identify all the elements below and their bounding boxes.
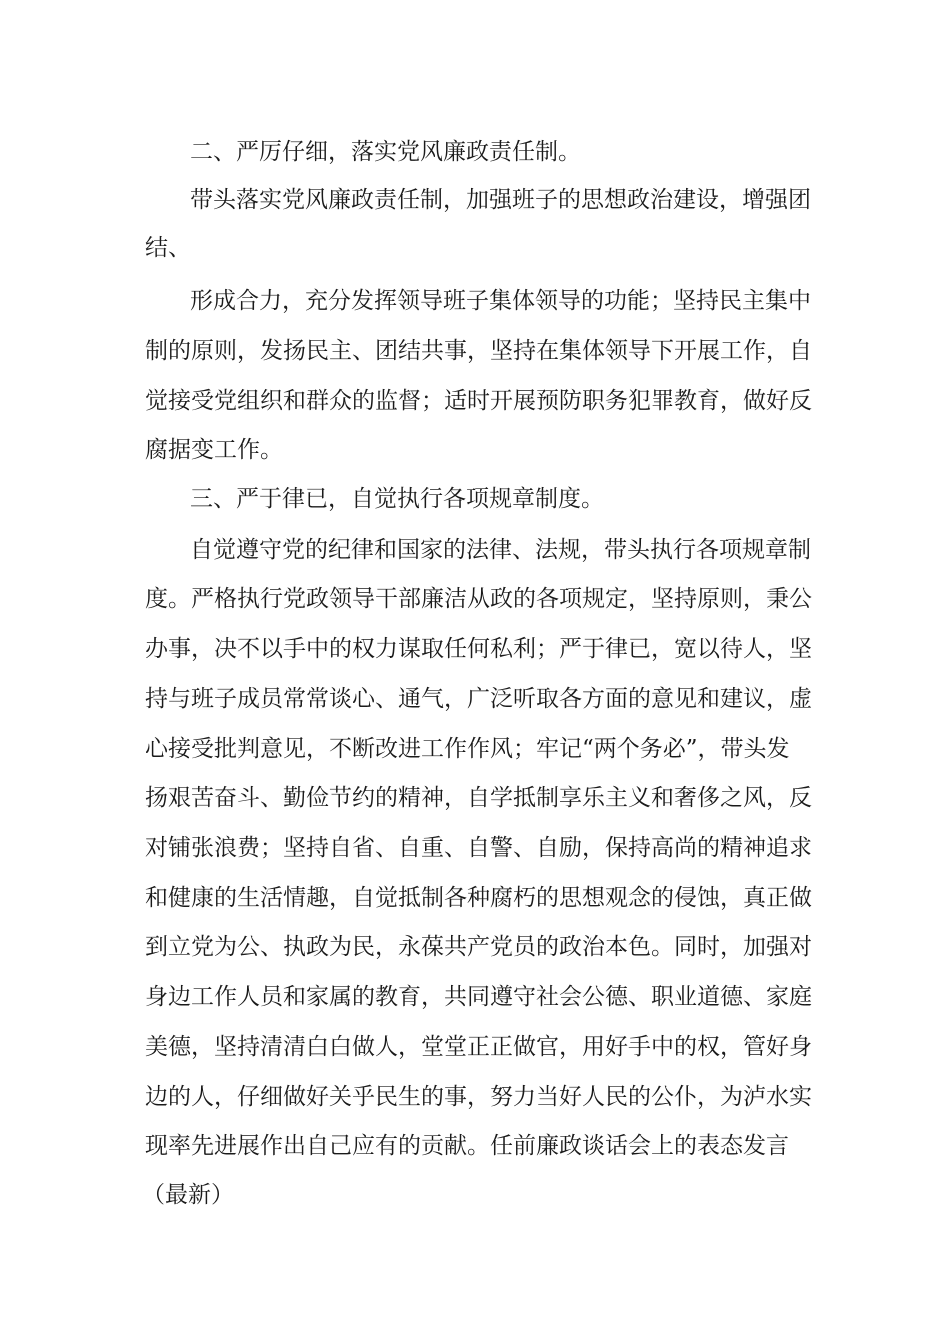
paragraph-line: 心接受批判意见，不断改进工作作风；牢记“两个务必”，带头发 [145,736,790,762]
paragraph-line: 对铺张浪费；坚持自省、自重、自警、自励，保持高尚的精神追求 [145,835,812,861]
paragraph-line: 边的人，仔细做好关乎民生的事，努力当好人民的公仆，为泸水实 [145,1084,812,1110]
paragraph-line: 结、 [145,235,191,261]
paragraph-line: 和健康的生活情趣，自觉抵制各种腐朽的思想观念的侵蚀，真正做 [145,885,812,911]
paragraph-line: 带头落实党风廉政责任制，加强班子的思想政治建设，增强团 [190,187,811,213]
paragraph-line: 形成合力，充分发挥领导班子集体领导的功能；坚持民主集中 [190,288,811,314]
paragraph-line: 持与班子成员常常谈心、通气，广泛听取各方面的意见和建议，虚 [145,686,812,712]
section-heading-2: 二、严厉仔细，落实党风廉政责任制。 [190,139,581,165]
paragraph-line: 度。严格执行党政领导干部廉洁从政的各项规定，坚持原则，秉公 [145,586,812,612]
paragraph-line: 制的原则，发扬民主、团结共事，坚持在集体领导下开展工作，自 [145,338,812,364]
section-heading-3: 三、严于律已，自觉执行各项规章制度。 [190,486,604,512]
paragraph-line: （最新） [142,1182,234,1208]
paragraph-line: 到立党为公、执政为民，永葆共产党员的政治本色。同时，加强对 [145,934,812,960]
paragraph-line: 扬艰苦奋斗、勤俭节约的精神，自学抵制享乐主义和奢侈之风，反 [145,785,812,811]
paragraph-line: 身边工作人员和家属的教育，共同遵守社会公德、职业道德、家庭 [145,984,812,1010]
paragraph-line: 腐据变工作。 [145,437,283,463]
paragraph-line: 觉接受党组织和群众的监督；适时开展预防职务犯罪教育，做好反 [145,388,812,414]
paragraph-line: 现率先进展作出自己应有的贡献。任前廉政谈话会上的表态发言 [145,1133,789,1159]
paragraph-line: 美德，坚持清清白白做人，堂堂正正做官，用好手中的权，管好身 [145,1034,812,1060]
paragraph-line: 办事，决不以手中的权力谋取任何私利；严于律已，宽以待人，坚 [145,636,812,662]
paragraph-line: 自觉遵守党的纪律和国家的法律、法规，带头执行各项规章制 [190,537,811,563]
